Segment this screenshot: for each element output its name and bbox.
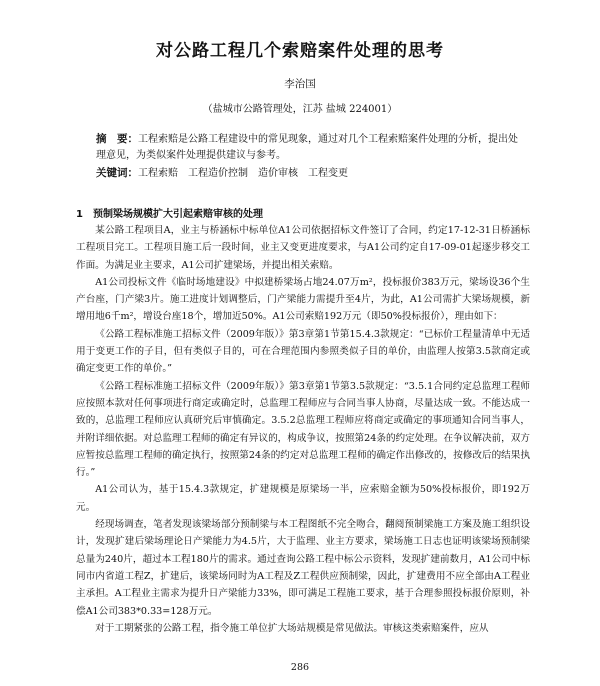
keywords-block (96, 165, 526, 182)
paragraph: 《公路工程标准施工招标文件（2009年版）》第3章第1节第3.5款规定：“3.5.1合同约定总监理工程师应按照本款对任何事项进行商定或确定时，总监理工程师应与合同当事人协商，尽量达成一致。不能达成一致的，总监理工程师应认真研究后审慎确定。3.5.2总监理工程师应将商定或确定的事项通知合同当事人，并附详细依据。对总监理工程师的确定有异议的，构成争议，按照第24条的约定处理。在争议解决前，双方应暂按总监理工程师的确定执行，按照第24条的约定对总监理工程师的确定作出修改的，按修改后的结果执行。” (76, 380, 530, 479)
author-affiliation: （盐城市公路管理处，江苏 盐城 224001） (202, 104, 398, 115)
author-name: 李治国 (284, 78, 316, 90)
abstract-label: 摘 要： (96, 133, 138, 145)
paragraph: 对于工期紧张的公路工程，指令施工单位扩大场站规模是常见做法。审核这类索赔案件，应从 (95, 622, 489, 634)
abstract-text: 工程索赔是公路工程建设中的常见现象，通过对几个工程索赔案件处理的分析，提出处理意见，为类似案件处理提供建议与参考。 (96, 134, 518, 161)
body-text (76, 222, 530, 637)
section-heading: 1 预制梁场规模扩大引起索赔审核的处理 (76, 209, 263, 220)
paragraph: 《公路工程标准施工招标文件（2009年版）》第3章第1节第15.4.3款规定：“已标价工程量清单中无适用于变更工作的子目，但有类似子目的，可在合理范围内参照类似子目的单价，由监理人按第3.5款商定或确定变更工作的单价。” (76, 328, 530, 375)
paragraph: A1公司投标文件《临时场地建设》中拟建桥梁场占地24.07万m²，投标报价383万元，梁场设36个生产台座，门产梁3片。施工进度计划调整后，门产梁能力需提升至4片，为此，A1公司需扩大梁场规模，新增用地6千m²，增设台座18个，增加近50%。A1公司索赔192万元（即50%投标报价），理由如下： (76, 276, 530, 323)
abstract-block (96, 131, 526, 164)
page-number: 286 (290, 662, 310, 673)
paragraph: 经现场调查，笔者发现该梁场部分预制梁与本工程图纸不完全吻合，翻阅预制梁施工方案及施工组织设计，发现扩建后梁场理论日产梁能力为4.5片，大于监理、业主方要求，梁场施工日志也证明该梁场预制梁总量为240片，超过本工程180片的需求。通过查询公路工程中标公示资料，发现扩建前数月，A1公司中标同市内省道工程Z，扩建后，该梁场同时为A工程及Z工程供应预制梁，因此，扩建费用不应全部由A工程业主承担。A工程业主需求为提升日产梁能力33%，即可满足工程施工要求，基于合理参照投标报价原则，补偿A1公司383*0.33=128万元。 (76, 519, 530, 617)
keywords-label: 关键词： (96, 167, 138, 179)
paper-title: 对公路工程几个索赔案件处理的思考 (156, 41, 444, 61)
keywords-text: 工程索赔 工程造价控制 造价审核 工程变更 (138, 168, 348, 179)
paragraph: A1公司认为，基于15.4.3款规定，扩建规模是原梁场一半，应索赔金额为50%投标报价，即192万元。 (76, 484, 530, 513)
paragraph: 某公路工程项目A，业主与桥涵标中标单位A1公司依据招标文件签订了合同，约定17-12-31日桥涵标工程项目完工。工程项目施工后一段时间，业主又变更进度要求，与A1公司约定自17-09-01起逐步移交工作面。为满足业主要求，A1公司扩建梁场，并提出相关索赔。 (76, 225, 530, 271)
